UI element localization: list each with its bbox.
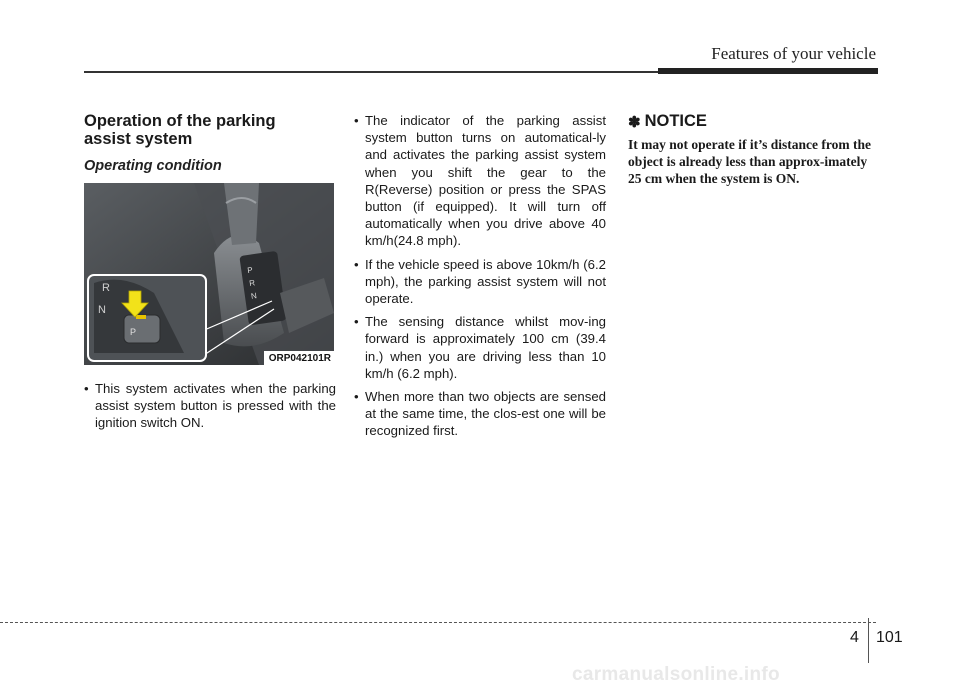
section-subtitle: Operating condition: [84, 158, 222, 174]
bullet-list-middle: [354, 112, 606, 440]
section-title-line1: Operation of the parking: [84, 112, 276, 130]
list-item: • The sensing distance whilst mov-ing forward is approximately 100 cm (39.4 in.) when you are driving less than 10 km/h (6.2 mph).: [354, 313, 606, 382]
section-title: [84, 112, 336, 148]
header-title: Features of your vehicle: [711, 44, 876, 63]
shift-label-r: R: [248, 278, 256, 288]
notice-title-text: NOTICE: [644, 112, 707, 130]
notice-title: [628, 112, 880, 131]
list-item: • If the vehicle speed is above 10km/h (6.2 mph), the parking assist system will not operate.: [354, 256, 606, 308]
section-title-line2: assist system: [84, 130, 193, 148]
column-right: [628, 112, 880, 187]
list-item: • When more than two objects are sensed at the same time, the clos-est one will be recognized first.: [354, 388, 606, 440]
footer-separator: [868, 618, 869, 663]
inset-label-r: R: [102, 282, 110, 294]
chapter-number: 4: [850, 629, 859, 646]
gear-shifter-illustration: [84, 183, 334, 365]
column-left: [84, 112, 336, 438]
footer-rule: [0, 622, 876, 623]
column-middle: [354, 112, 606, 446]
list-item: • The indicator of the parking assist system button turns on automatical-ly and activates the parking assist system when you shift the gear to the R(Reverse) position or press the SPAS button (if equipped). It will turn off automatically when you drive above 40 km/h(24.8 mph).: [354, 112, 606, 250]
header-rule-accent: [658, 68, 878, 74]
notice-star-icon: ✽: [628, 113, 641, 131]
inset-label-p: P: [130, 327, 137, 337]
watermark: carmanualsonline.info: [572, 664, 780, 685]
gear-shifter-figure: [84, 183, 334, 365]
inset-label-n: N: [98, 304, 106, 316]
bullet-list-left: [84, 380, 336, 432]
shift-label-n: N: [250, 291, 258, 301]
list-item: • This system activates when the parking assist system button is pressed with the ignition switch ON.: [84, 380, 336, 432]
shift-label-p: P: [246, 265, 254, 276]
page-number: 101: [876, 629, 903, 646]
header-rule: [84, 71, 660, 73]
figure-caption: ORP042101R: [264, 351, 334, 365]
notice-body: It may not operate if it’s distance from the object is already less than approx-imately 25 cm when the system is ON.: [628, 137, 871, 186]
